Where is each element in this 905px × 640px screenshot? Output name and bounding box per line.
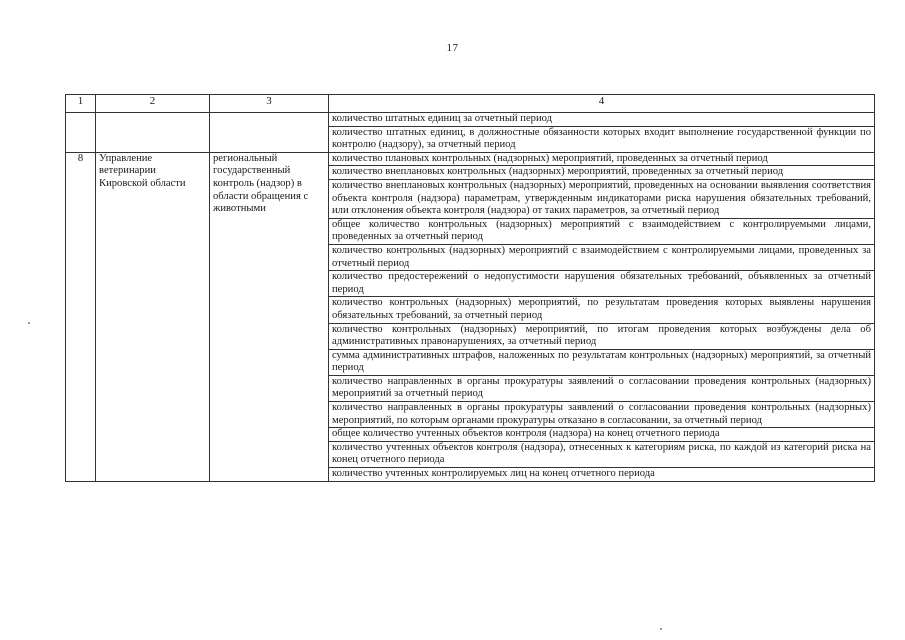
entry-number: 8 bbox=[66, 152, 96, 481]
continuation-empty-cell bbox=[96, 113, 210, 153]
header-row bbox=[66, 95, 875, 113]
indicator-cell: сумма административных штрафов, наложенных по результатам контрольных (надзорных) мероприятий, за отчетный период bbox=[329, 349, 875, 375]
indicator-cell: количество учтенных контролируемых лиц на конец отчетного периода bbox=[329, 468, 875, 482]
scan-speck bbox=[660, 628, 662, 630]
continuation-empty-cell bbox=[210, 113, 329, 153]
indicator-cell: количество учтенных объектов контроля (надзора), отнесенных к категориям риска, по каждой из категорий риска на конец отчетного периода bbox=[329, 441, 875, 467]
table-row bbox=[66, 113, 875, 127]
indicator-cell: количество контрольных (надзорных) мероприятий с взаимодействием с контролируемыми лицами, проведенных за отчетный период bbox=[329, 244, 875, 270]
indicator-cell: количество штатных единиц за отчетный период bbox=[329, 113, 875, 127]
indicator-cell: количество направленных в органы прокуратуры заявлений о согласовании проведения контрольных (надзорных) мероприятий, по которым органами прокуратуры отказано в согласовании, за отчетный период bbox=[329, 402, 875, 428]
header-col-2: 2 bbox=[96, 95, 210, 113]
indicator-cell: общее количество учтенных объектов контроля (надзора) на конец отчетного периода bbox=[329, 428, 875, 442]
indicator-cell: количество внеплановых контрольных (надзорных) мероприятий, проведенных за отчетный период bbox=[329, 166, 875, 180]
indicator-cell: количество направленных в органы прокуратуры заявлений о согласовании проведения контрольных (надзорных) мероприятий за отчетный период bbox=[329, 375, 875, 401]
indicator-cell: количество контрольных (надзорных) мероприятий, по результатам проведения которых выявлены нарушения обязательных требований, за отчетный период bbox=[329, 297, 875, 323]
indicator-cell: количество штатных единиц, в должностные обязанности которых входит выполнение государственной функции по контролю (надзору), за отчетный период bbox=[329, 126, 875, 152]
header-col-1: 1 bbox=[66, 95, 96, 113]
header-col-4: 4 bbox=[329, 95, 875, 113]
control-type: региональный государственный контроль (надзор) в области обращения с животными bbox=[210, 152, 329, 481]
indicator-cell: общее количество контрольных (надзорных) мероприятий с взаимодействием с контролируемыми лицами, проведенных за отчетный период bbox=[329, 218, 875, 244]
continuation-empty-cell bbox=[66, 113, 96, 153]
page-number: 17 bbox=[446, 42, 459, 54]
indicator-cell: количество внеплановых контрольных (надзорных) мероприятий, проведенных на основании выявления соответствия объекта контроля (надзора) параметрам, утвержденным индикаторами риска нарушения обязательных требований, или отклонения объекта контроля (надзора) от таких параметров, за отчетный период bbox=[329, 179, 875, 218]
indicator-cell: количество предостережений о недопустимости нарушения обязательных требований, объявленных за отчетный период bbox=[329, 271, 875, 297]
organization-name: Управление ветеринарии Кировской области bbox=[96, 152, 210, 481]
header-col-3: 3 bbox=[210, 95, 329, 113]
table-row bbox=[66, 152, 875, 166]
indicators-table bbox=[65, 94, 875, 482]
indicator-cell: количество плановых контрольных (надзорных) мероприятий, проведенных за отчетный период bbox=[329, 152, 875, 166]
indicator-cell: количество контрольных (надзорных) мероприятий, по итогам проведения которых возбуждены дела об административных правонарушениях, за отчетный период bbox=[329, 323, 875, 349]
scan-speck bbox=[28, 322, 30, 324]
